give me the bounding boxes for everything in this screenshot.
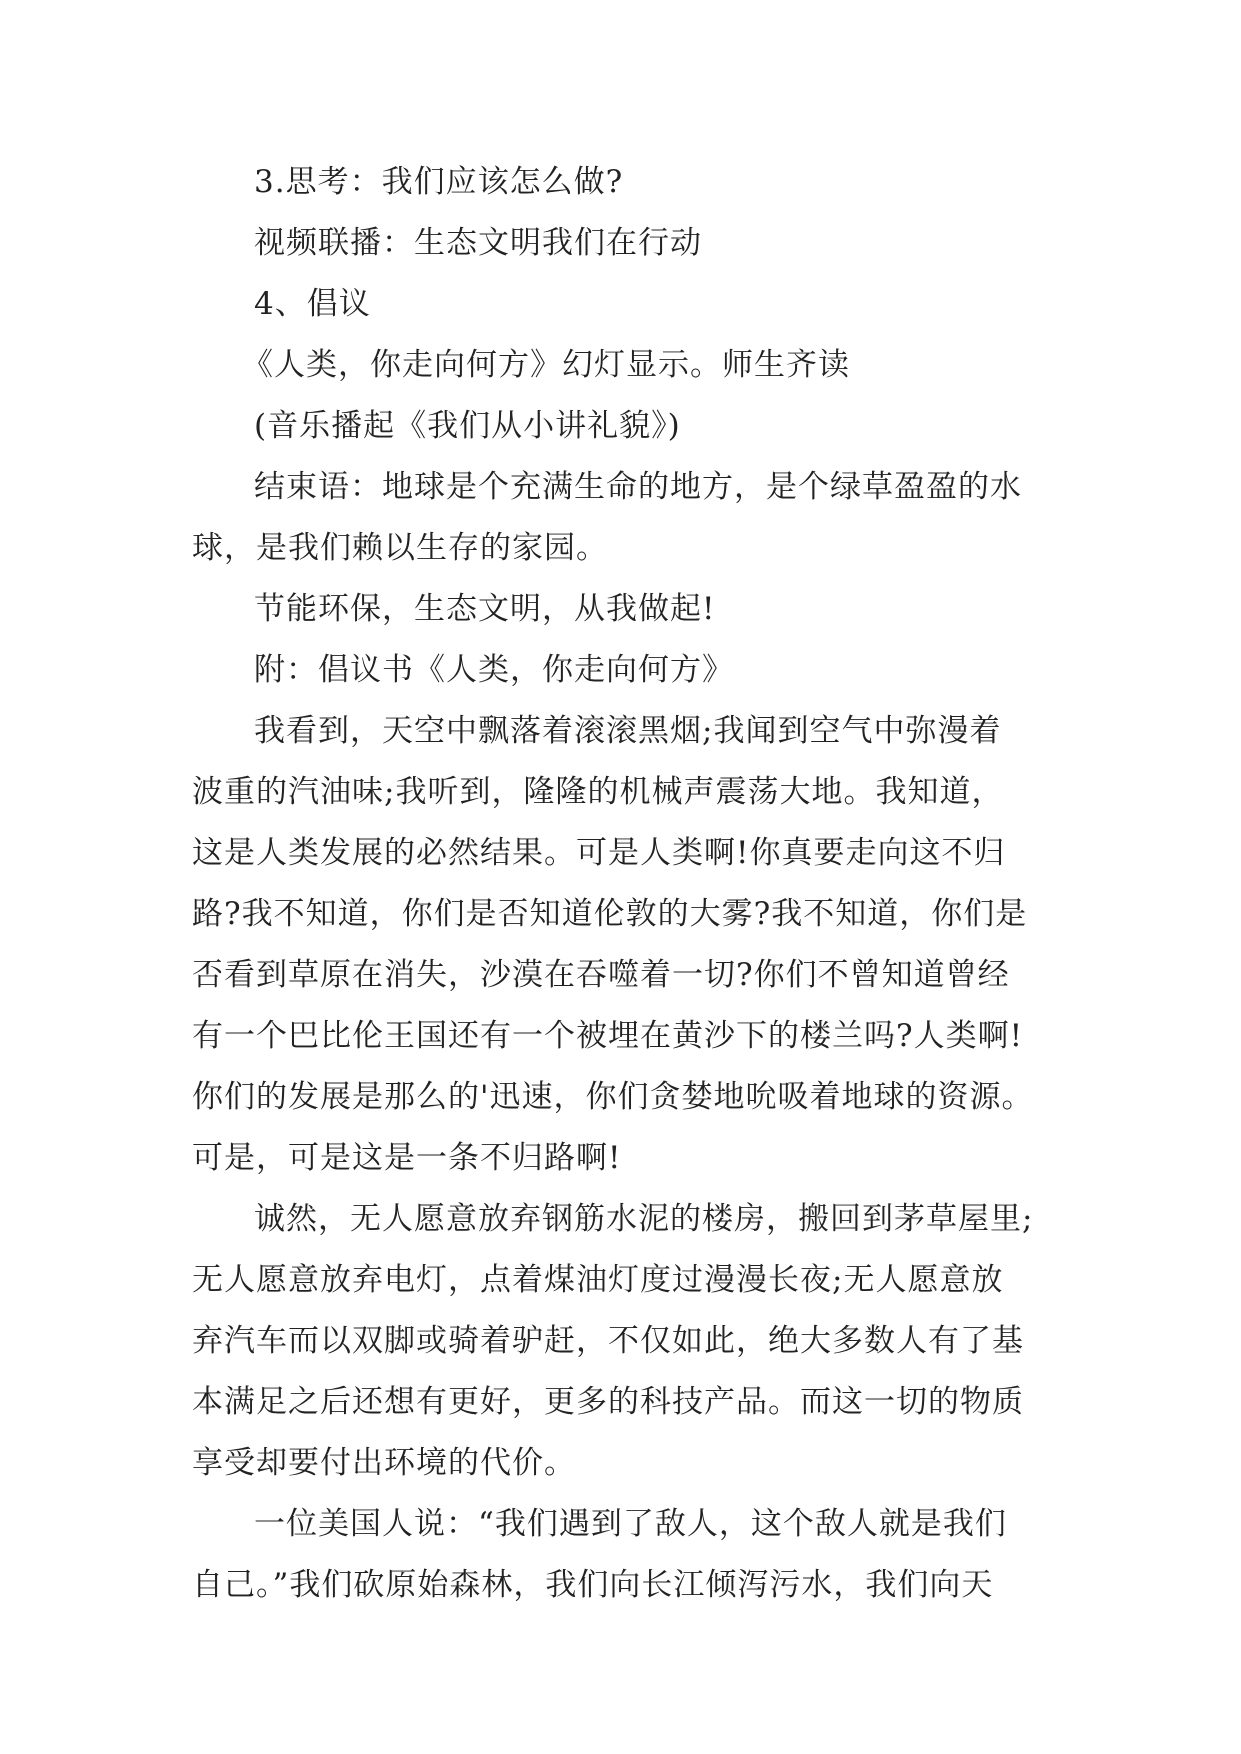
text-line: 3.思考：我们应该怎么做? <box>254 164 624 200</box>
text-line: 享受却要付出环境的代价。 <box>192 1445 576 1481</box>
text-line: 节能环保，生态文明，从我做起! <box>254 591 716 627</box>
text-line: 一位美国人说：“我们遇到了敌人，这个敌人就是我们 <box>254 1506 1007 1542</box>
document-body <box>192 152 1072 1616</box>
text-line: 本满足之后还想有更好，更多的科技产品。而这一切的物质 <box>192 1384 1024 1420</box>
text-line: 弃汽车而以双脚或骑着驴赶，不仅如此，绝大多数人有了基 <box>192 1323 1024 1359</box>
text-line: 球，是我们赖以生存的家园。 <box>192 530 608 566</box>
text-line: 这是人类发展的必然结果。可是人类啊!你真要走向这不归 <box>192 835 1006 871</box>
text-line: 你们的发展是那么的'迅速，你们贪婪地吮吸着地球的资源。 <box>192 1079 1034 1115</box>
text-line: 结束语：地球是个充满生命的地方，是个绿草盈盈的水 <box>254 469 1022 505</box>
text-line: 附：倡议书《人类，你走向何方》 <box>254 652 734 688</box>
text-line: 可是，可是这是一条不归路啊! <box>192 1140 622 1176</box>
text-line: 有一个巴比伦王国还有一个被埋在黄沙下的楼兰吗?人类啊! <box>192 1018 1024 1054</box>
text-line: (音乐播起《我们从小讲礼貌》) <box>254 408 681 444</box>
text-line: 我看到，天空中飘落着滚滚黑烟;我闻到空气中弥漫着 <box>254 713 1002 749</box>
text-line: 否看到草原在消失，沙漠在吞噬着一切?你们不曾知道曾经 <box>192 957 1010 993</box>
text-line: 诚然，无人愿意放弃钢筋水泥的楼房，搬回到茅草屋里; <box>254 1201 1034 1237</box>
text-line: 波重的汽油味;我听到，隆隆的机械声震荡大地。我知道， <box>192 774 1004 810</box>
text-line: 路?我不知道，你们是否知道伦敦的大雾?我不知道，你们是 <box>192 896 1028 932</box>
text-line: 《人类，你走向何方》幻灯显示。师生齐读 <box>242 347 850 383</box>
text-line: 自己。”我们砍原始森林，我们向长江倾泻污水，我们向天 <box>192 1567 994 1603</box>
text-line: 视频联播：生态文明我们在行动 <box>254 225 702 261</box>
text-line: 无人愿意放弃电灯，点着煤油灯度过漫漫长夜;无人愿意放 <box>192 1262 1004 1298</box>
text-line: 4、倡议 <box>254 286 371 322</box>
